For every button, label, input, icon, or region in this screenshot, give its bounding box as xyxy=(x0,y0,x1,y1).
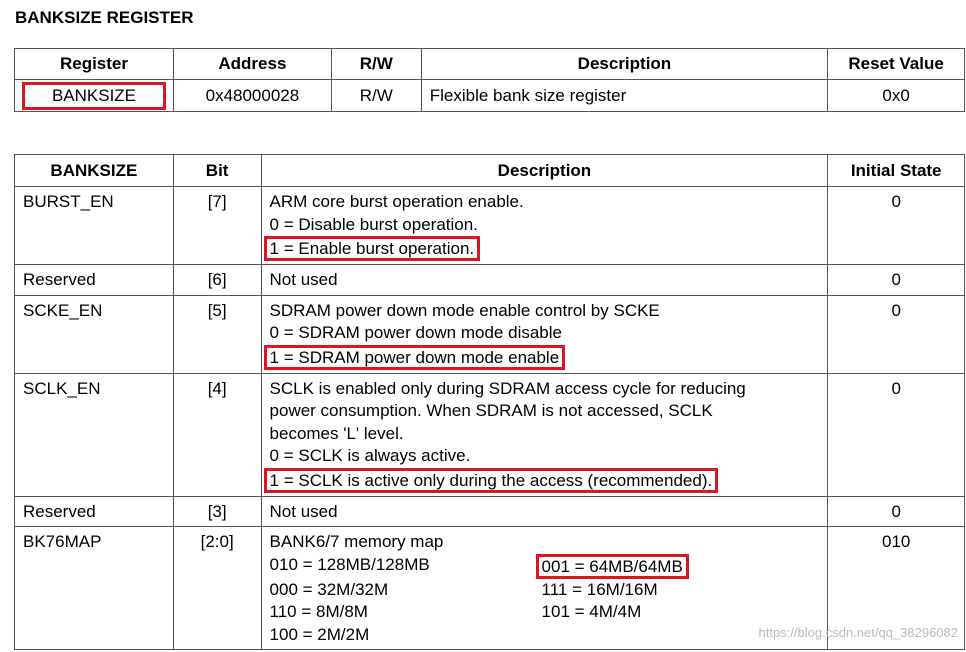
bit-range: [3] xyxy=(207,501,227,521)
address-cell: 0x48000028 xyxy=(173,80,331,112)
memory-map-entry: 111 = 16M/16M xyxy=(541,579,658,599)
initial-state: 0 xyxy=(891,501,901,521)
initial-state: 0 xyxy=(891,378,901,398)
initial-state-cell xyxy=(828,373,965,496)
description-line: SDRAM power down mode enable control by SCKE xyxy=(269,300,660,320)
description-cell xyxy=(261,295,828,373)
description-line: BANK6/7 memory map xyxy=(269,532,444,551)
table-row xyxy=(15,496,965,527)
bit-cell xyxy=(173,527,261,650)
bit-cell xyxy=(173,187,261,265)
field-name-cell xyxy=(15,265,174,296)
rw-cell: R/W xyxy=(331,80,421,112)
initial-state: 0 xyxy=(891,300,901,320)
header-initial-state: Initial State xyxy=(828,155,965,187)
register-cell xyxy=(15,80,174,112)
bit-range: [5] xyxy=(207,300,227,320)
field-name-cell xyxy=(15,373,174,496)
header-description: Description xyxy=(421,49,827,80)
bits-table xyxy=(14,154,965,650)
header-reset-value: Reset Value xyxy=(828,49,965,80)
watermark: https://blog.csdn.net/qq_38296082 xyxy=(758,625,958,640)
header-register: Register xyxy=(15,49,174,80)
field-name: BK76MAP xyxy=(23,532,102,551)
table-row xyxy=(15,265,965,296)
bit-range: [4] xyxy=(207,378,227,398)
highlight-box: 001 = 64MB/64MB xyxy=(536,554,689,579)
field-name: SCLK_EN xyxy=(23,378,101,398)
register-table-header xyxy=(15,49,965,80)
memory-map-entry: 010 = 128MB/128MB xyxy=(269,554,430,574)
memory-map-entry xyxy=(542,554,782,579)
highlight-box: 1 = Enable burst operation. xyxy=(264,236,481,261)
table-row xyxy=(15,373,965,496)
description-line xyxy=(270,236,828,261)
memory-map-entry xyxy=(542,624,782,647)
header-rw: R/W xyxy=(331,49,421,80)
description-line: 0 = Disable burst operation. xyxy=(269,214,478,234)
highlight-box: 1 = SCLK is active only during the access (recommended). xyxy=(264,468,719,493)
description-cell xyxy=(261,527,828,650)
description-line xyxy=(270,345,828,370)
description-line: Not used xyxy=(269,270,338,289)
field-name: SCKE_EN xyxy=(23,300,103,320)
bit-range: [6] xyxy=(207,270,227,289)
initial-state-cell xyxy=(828,295,965,373)
bit-cell xyxy=(173,265,261,296)
register-name: BANKSIZE xyxy=(22,82,166,110)
description-cell xyxy=(261,496,828,527)
header-description: Description xyxy=(261,155,828,187)
description-line: 0 = SCLK is always active. xyxy=(269,446,471,465)
description-line: power consumption. When SDRAM is not accessed, SCLK xyxy=(269,401,713,420)
description-line: Not used xyxy=(269,501,338,521)
bit-range: [2:0] xyxy=(200,532,234,551)
description-line: ARM core burst operation enable. xyxy=(269,192,524,211)
field-name: BURST_EN xyxy=(23,192,114,211)
description-cell xyxy=(261,187,828,265)
description-line: SCLK is enabled only during SDRAM access cycle for reducing xyxy=(269,378,746,398)
field-name: Reserved xyxy=(23,501,96,521)
initial-state: 0 xyxy=(891,192,901,211)
register-table xyxy=(14,48,965,112)
field-name: Reserved xyxy=(23,270,96,289)
memory-map-entry: 110 = 8M/8M xyxy=(269,602,368,621)
header-banksize: BANKSIZE xyxy=(15,155,174,187)
initial-state: 010 xyxy=(881,532,911,551)
reset-value-cell: 0x0 xyxy=(828,80,965,112)
description-line: 0 = SDRAM power down mode disable xyxy=(269,323,562,342)
header-address: Address xyxy=(173,49,331,80)
memory-map-grid xyxy=(270,554,828,647)
description-cell: Flexible bank size register xyxy=(421,80,827,112)
bit-cell xyxy=(173,295,261,373)
memory-map-entry: 000 = 32M/32M xyxy=(269,579,389,599)
description-line xyxy=(270,468,828,493)
field-name-cell xyxy=(15,527,174,650)
memory-map-entry: 101 = 4M/4M xyxy=(541,602,642,621)
highlight-box: 1 = SDRAM power down mode enable xyxy=(264,345,566,370)
initial-state-cell xyxy=(828,187,965,265)
description-cell xyxy=(261,373,828,496)
table-row xyxy=(15,187,965,265)
memory-map-entry: 100 = 2M/2M xyxy=(269,624,370,644)
field-name-cell xyxy=(15,496,174,527)
field-name-cell xyxy=(15,295,174,373)
header-bit: Bit xyxy=(173,155,261,187)
page-title: BANKSIZE REGISTER xyxy=(15,8,194,27)
register-row xyxy=(15,80,965,112)
description-cell xyxy=(261,265,828,296)
bit-range: [7] xyxy=(207,192,227,211)
description-line: becomes 'L' level. xyxy=(269,423,404,443)
bits-table-header xyxy=(15,155,965,187)
bit-cell xyxy=(173,496,261,527)
initial-state-cell xyxy=(828,496,965,527)
initial-state: 0 xyxy=(891,270,901,289)
bit-cell xyxy=(173,373,261,496)
initial-state-cell xyxy=(828,265,965,296)
table-row xyxy=(15,295,965,373)
field-name-cell xyxy=(15,187,174,265)
